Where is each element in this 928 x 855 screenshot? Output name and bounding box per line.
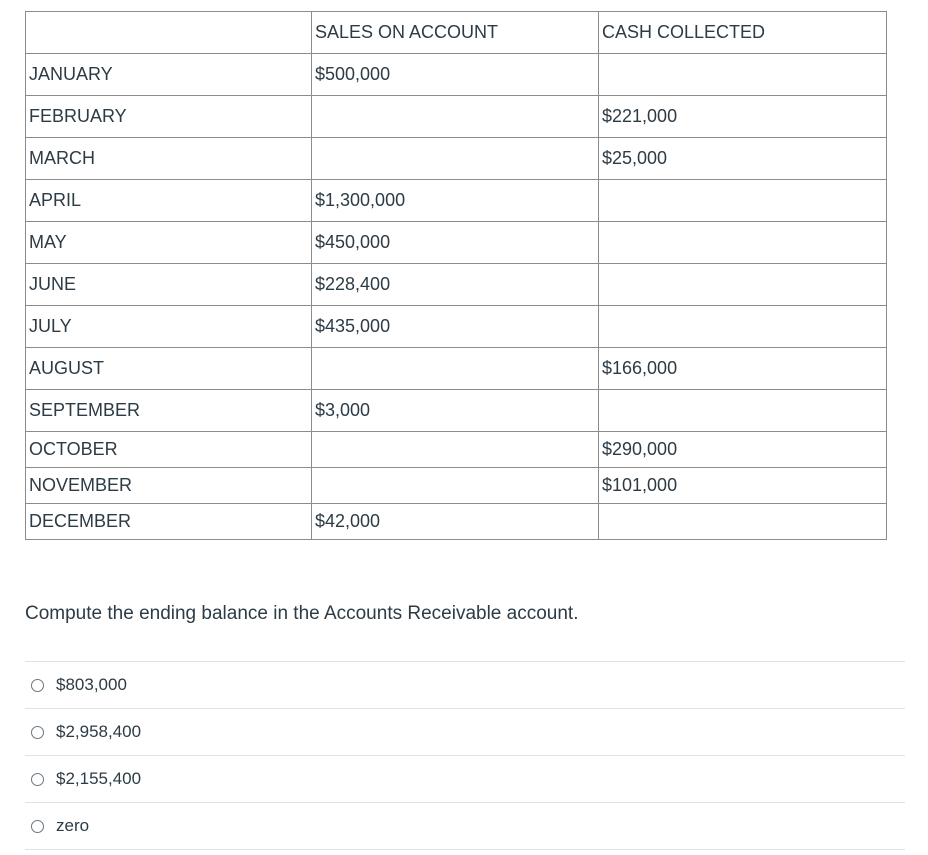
answer-label: $803,000 — [56, 675, 127, 694]
sales-cash-table — [25, 11, 887, 540]
cash-cell: $221,000 — [599, 96, 887, 138]
answer-option[interactable] — [25, 803, 905, 850]
month-cell: JUNE — [26, 264, 312, 306]
month-cell: FEBRUARY — [26, 96, 312, 138]
cash-cell — [599, 390, 887, 432]
sales-cell: $228,400 — [312, 264, 599, 306]
sales-cell: $500,000 — [312, 54, 599, 96]
radio-button[interactable] — [31, 679, 44, 692]
header-sales-on-account: SALES ON ACCOUNT — [312, 12, 599, 54]
cash-cell — [599, 264, 887, 306]
month-cell: OCTOBER — [26, 432, 312, 468]
sales-cell: $450,000 — [312, 222, 599, 264]
month-cell: SEPTEMBER — [26, 390, 312, 432]
cash-cell — [599, 180, 887, 222]
table-header-row — [26, 12, 887, 54]
cash-cell: $166,000 — [599, 348, 887, 390]
radio-button[interactable] — [31, 773, 44, 786]
month-cell: APRIL — [26, 180, 312, 222]
answer-option[interactable] — [25, 709, 905, 756]
cash-cell — [599, 222, 887, 264]
table-row — [26, 264, 887, 306]
sales-cell — [312, 348, 599, 390]
cash-cell: $25,000 — [599, 138, 887, 180]
answer-option[interactable] — [25, 756, 905, 803]
answer-label: $2,155,400 — [56, 769, 142, 788]
table-row — [26, 222, 887, 264]
answer-label: zero — [56, 816, 90, 835]
header-cash-collected: CASH COLLECTED — [599, 12, 887, 54]
answer-options — [25, 661, 905, 850]
table-row — [26, 138, 887, 180]
header-month — [26, 12, 312, 54]
cash-cell: $101,000 — [599, 468, 887, 504]
cash-cell — [599, 504, 887, 540]
sales-cell: $1,300,000 — [312, 180, 599, 222]
sales-cell — [312, 138, 599, 180]
answer-option[interactable] — [25, 662, 905, 709]
table-row — [26, 96, 887, 138]
month-cell: JANUARY — [26, 54, 312, 96]
sales-cell: $3,000 — [312, 390, 599, 432]
month-cell: NOVEMBER — [26, 468, 312, 504]
table-row — [26, 468, 887, 504]
table-row — [26, 432, 887, 468]
table-row — [26, 54, 887, 96]
table-row — [26, 306, 887, 348]
cash-cell — [599, 54, 887, 96]
month-cell: AUGUST — [26, 348, 312, 390]
table-row — [26, 180, 887, 222]
sales-cell — [312, 432, 599, 468]
radio-button[interactable] — [31, 820, 44, 833]
month-cell: MARCH — [26, 138, 312, 180]
month-cell: MAY — [26, 222, 312, 264]
month-cell: DECEMBER — [26, 504, 312, 540]
table-row — [26, 504, 887, 540]
radio-button[interactable] — [31, 726, 44, 739]
table-row — [26, 390, 887, 432]
table-row — [26, 348, 887, 390]
sales-cell — [312, 468, 599, 504]
sales-cell: $42,000 — [312, 504, 599, 540]
sales-cell: $435,000 — [312, 306, 599, 348]
sales-cell — [312, 96, 599, 138]
month-cell: JULY — [26, 306, 312, 348]
cash-cell — [599, 306, 887, 348]
answer-label: $2,958,400 — [56, 722, 142, 741]
cash-cell: $290,000 — [599, 432, 887, 468]
question-text: Compute the ending balance in the Accounts Receivable account. — [25, 603, 579, 624]
